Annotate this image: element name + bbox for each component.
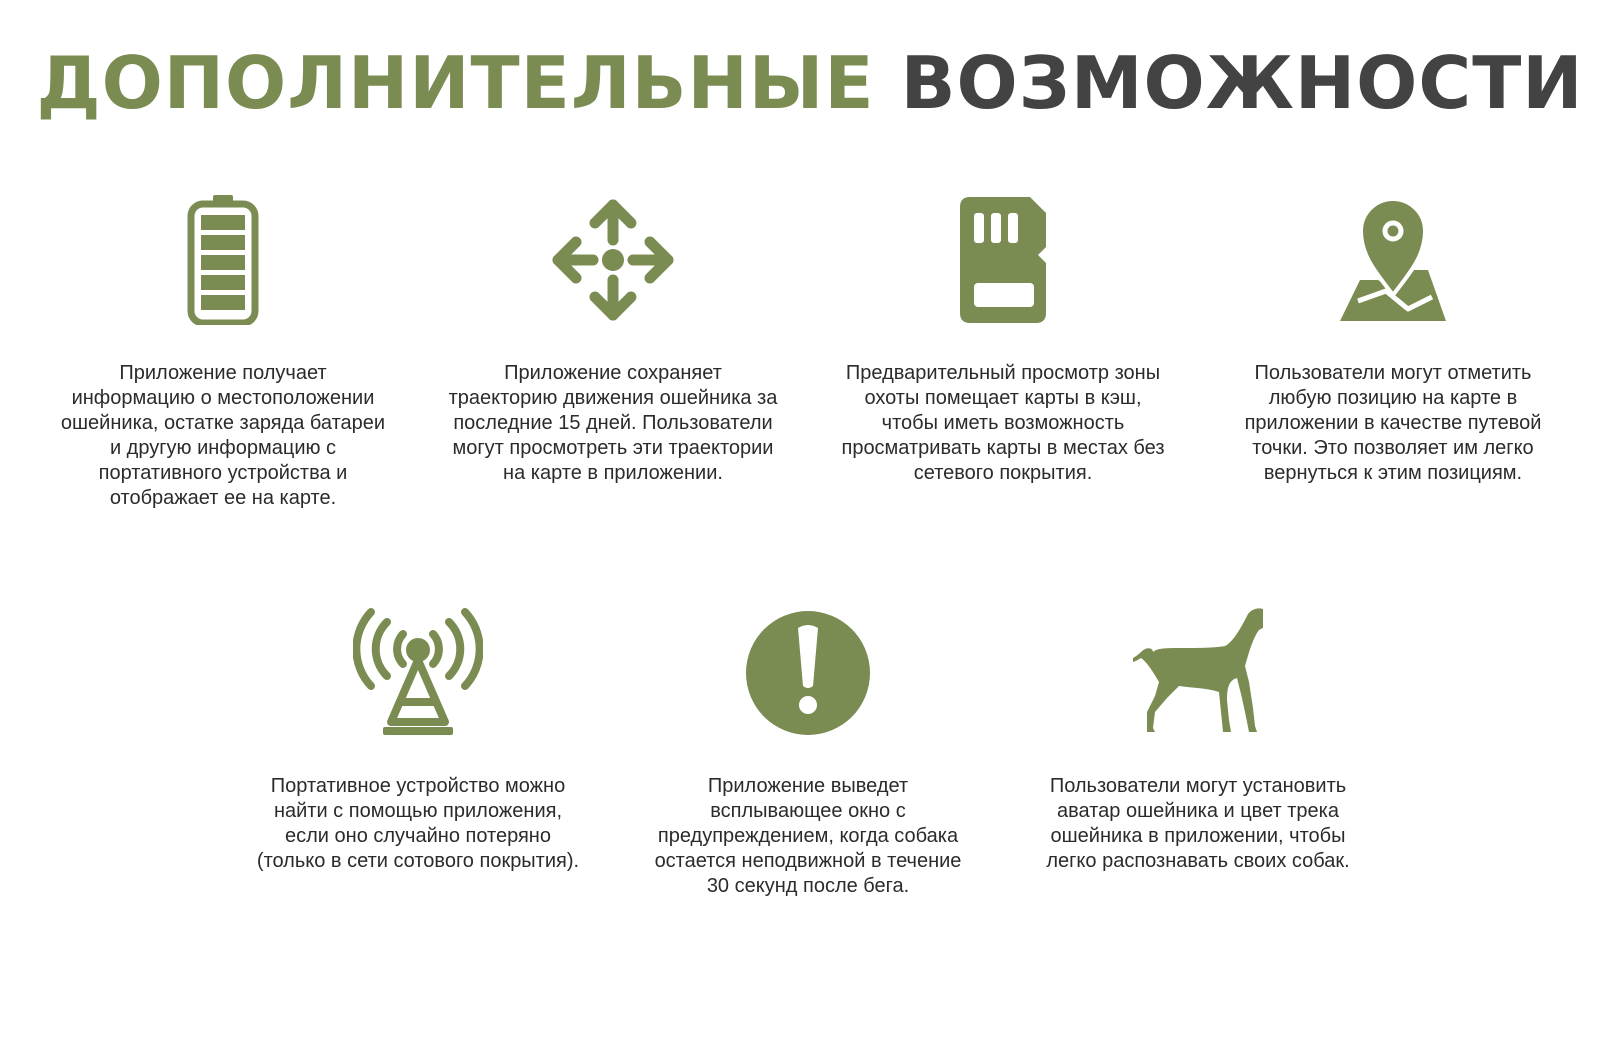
feature-track [448,195,778,486]
feature-description: Портативное устройство можно найти с помощью приложения, если оно случайно потеряно (только в сети сотового покрытия). [256,775,580,872]
sd-card-icon [938,195,1068,325]
move-arrows-icon [548,195,678,325]
feature-waypoint [1228,195,1558,486]
feature-description: Предварительный просмотр зоны охоты помещает карты в кэш, чтобы иметь возможность просматривать карты в местах без сетевого покрытия. [841,362,1165,484]
feature-cache [838,195,1168,486]
signal-tower-icon [353,608,483,738]
page-title [0,38,1620,128]
dog-icon [1133,608,1263,738]
map-pin-icon [1328,195,1458,325]
feature-description: Приложение получает информацию о местоположении ошейника, остатке заряда батареи и другую информацию с портативного устройства и отображает ее на карте. [60,362,386,509]
feature-alert [643,608,973,899]
feature-find-device [253,608,583,874]
alert-icon [743,608,873,738]
title-dark: ВОЗМОЖНОСТИ [900,41,1584,125]
battery-icon [158,195,288,325]
feature-battery [58,195,388,511]
feature-description: Пользователи могут отметить любую позицию на карте в приложении в качестве путевой точки. Это позволяет им легко вернуться к этим позициям. [1244,362,1542,484]
feature-description: Пользователи могут установить аватар ошейника и цвет трека ошейника в приложении, чтобы легко распознавать своих собак. [1046,775,1350,872]
feature-description: Приложение сохраняет траекторию движения ошейника за последние 15 дней. Пользователи могут просмотреть эти траектории на карте в приложении. [448,362,778,484]
feature-avatar [1033,608,1363,874]
title-accent: ДОПОЛНИТЕЛЬНЫЕ [36,41,875,125]
feature-description: Приложение выведет всплывающее окно с предупреждением, когда собака остается неподвижной в течение 30 секунд после бега. [654,775,962,897]
